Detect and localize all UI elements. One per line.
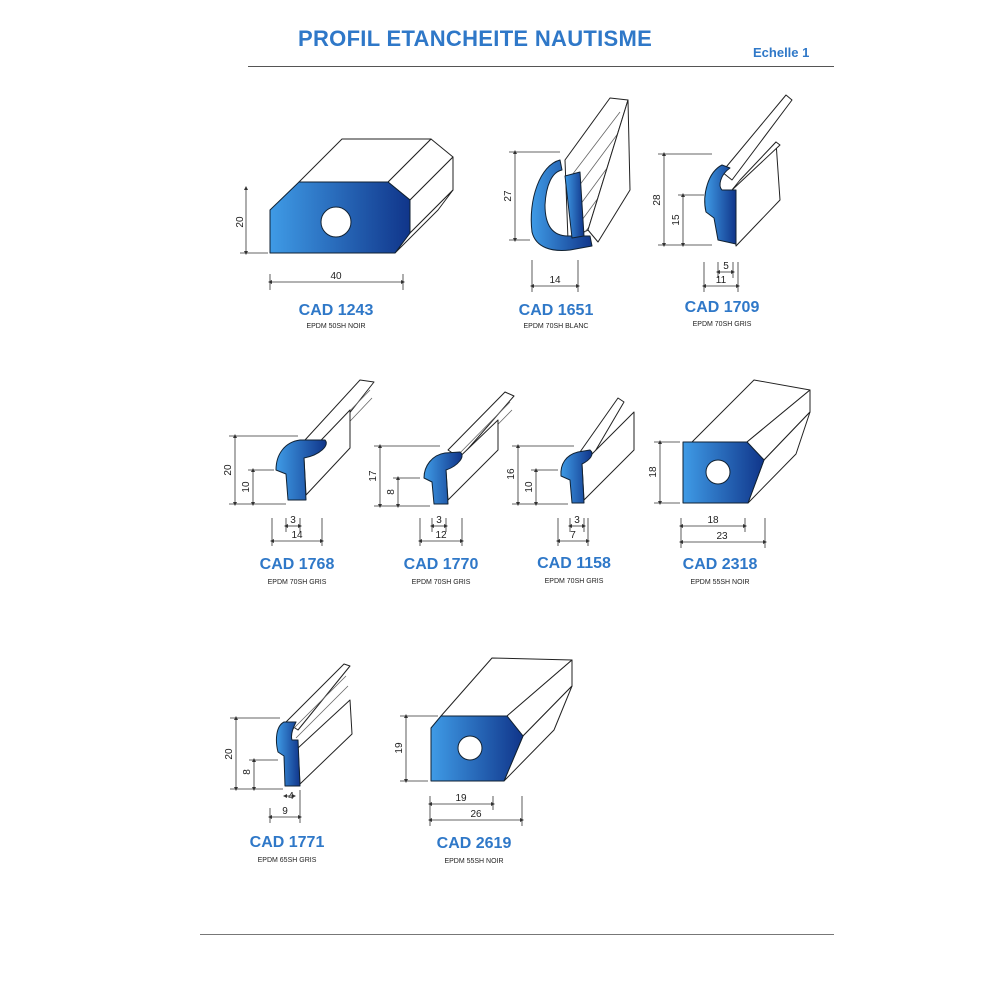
profile-cad-1768 xyxy=(223,380,374,586)
dim-width-top: 3 xyxy=(436,515,442,526)
dim-width: 14 xyxy=(549,275,561,286)
profile-3d-drawing xyxy=(705,95,792,246)
profile-3d-drawing xyxy=(424,392,514,504)
profile-material: EPDM 50SH NOIR xyxy=(306,323,366,330)
profile-material: EPDM 55SH NOIR xyxy=(444,858,504,865)
profile-3d-drawing xyxy=(531,98,630,250)
profile-3d-drawing xyxy=(270,139,453,253)
dim-width: 23 xyxy=(716,531,728,542)
dim-height-inner: 8 xyxy=(386,489,397,495)
profile-cad-1243 xyxy=(235,139,453,330)
dim-width-top: 5 xyxy=(723,261,729,272)
dim-height: 20 xyxy=(223,464,234,476)
profile-code: CAD 1768 xyxy=(259,556,335,573)
dim-width: 9 xyxy=(282,806,288,817)
dim-width: 12 xyxy=(435,530,447,541)
profile-code: CAD 2619 xyxy=(436,835,512,852)
dim-width-top: 18 xyxy=(707,515,719,526)
dim-width: 7 xyxy=(570,530,576,541)
dim-height-inner: 10 xyxy=(524,481,535,493)
dim-width: 14 xyxy=(291,530,303,541)
profile-code: CAD 1709 xyxy=(684,299,760,316)
dim-width-top: 3 xyxy=(290,515,296,526)
dim-height: 16 xyxy=(506,468,517,480)
profile-cad-2318 xyxy=(648,380,810,586)
dim-height: 19 xyxy=(394,742,405,754)
profile-cad-2619 xyxy=(394,658,572,865)
dim-height: 28 xyxy=(652,194,663,206)
dim-width: 40 xyxy=(330,271,342,282)
dim-width-top: 4 xyxy=(288,791,294,802)
scale-label: Echelle 1 xyxy=(753,45,810,60)
profile-3d-drawing xyxy=(683,380,810,503)
profile-code: CAD 1651 xyxy=(518,302,594,319)
dim-height-inner: 10 xyxy=(241,481,252,493)
profile-material: EPDM 55SH NOIR xyxy=(690,579,750,586)
profile-material: EPDM 65SH GRIS xyxy=(257,857,317,864)
profile-material: EPDM 70SH GRIS xyxy=(267,579,327,586)
dim-height-inner: 15 xyxy=(671,214,682,226)
profile-material: EPDM 70SH GRIS xyxy=(544,578,604,585)
dim-height: 27 xyxy=(503,190,514,202)
profile-code: CAD 1771 xyxy=(249,834,325,851)
dim-height: 20 xyxy=(235,216,246,228)
profile-cad-1651 xyxy=(503,98,630,330)
profile-3d-drawing xyxy=(276,664,352,786)
profile-code: CAD 1243 xyxy=(298,302,374,319)
dim-height: 20 xyxy=(224,748,235,760)
dim-width-top: 19 xyxy=(455,793,467,804)
profile-3d-drawing xyxy=(561,398,634,503)
profile-material: EPDM 70SH GRIS xyxy=(411,579,471,586)
dim-height: 17 xyxy=(368,470,379,482)
page-title: PROFIL ETANCHEITE NAUTISME xyxy=(298,26,653,51)
profile-code: CAD 2318 xyxy=(682,556,758,573)
profile-code: CAD 1770 xyxy=(403,556,479,573)
profile-cad-1771 xyxy=(224,664,352,864)
profile-3d-drawing xyxy=(431,658,572,781)
dim-width-top: 3 xyxy=(574,515,580,526)
dim-width: 26 xyxy=(470,809,482,820)
profile-material: EPDM 70SH GRIS xyxy=(692,321,752,328)
dim-height: 18 xyxy=(648,466,659,478)
profile-material: EPDM 70SH BLANC xyxy=(523,323,589,330)
dim-height-inner: 8 xyxy=(242,769,253,775)
profile-cad-1770 xyxy=(368,392,514,586)
profile-cad-1158 xyxy=(506,398,634,585)
profile-3d-drawing xyxy=(276,380,374,500)
profile-cad-1709 xyxy=(652,95,792,328)
profile-code: CAD 1158 xyxy=(537,555,611,572)
dim-width: 11 xyxy=(715,275,727,286)
